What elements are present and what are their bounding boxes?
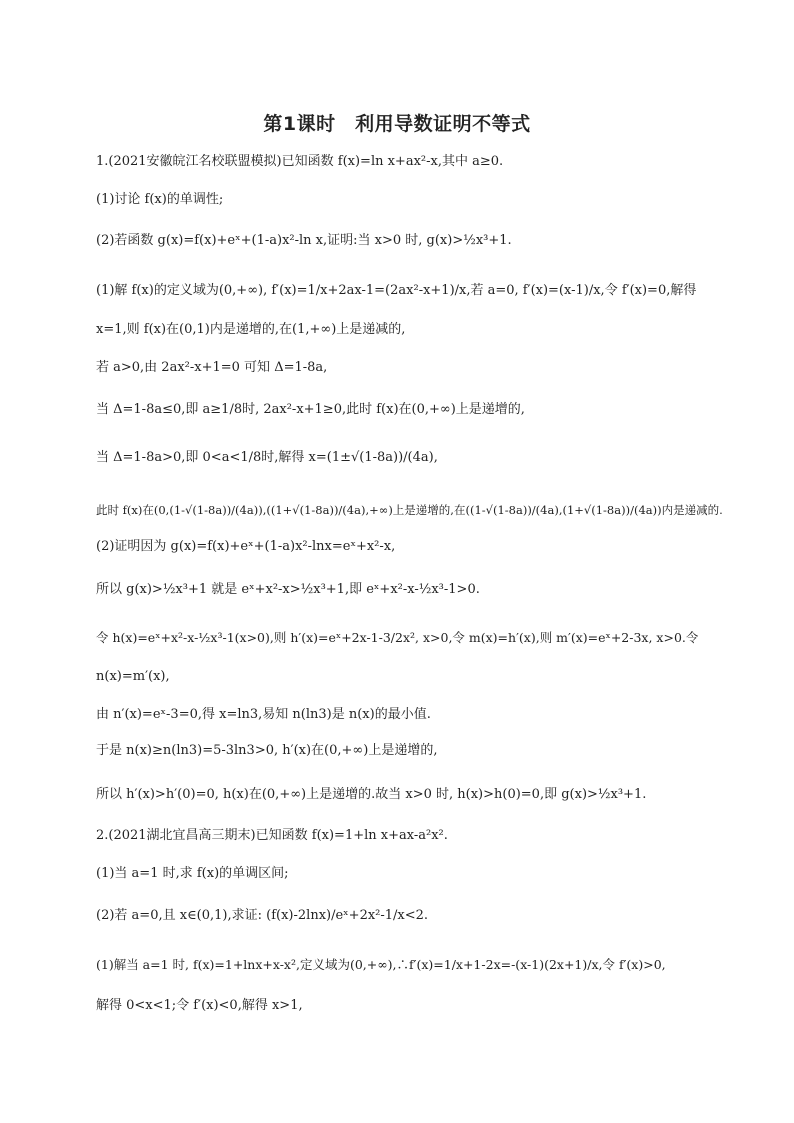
page-title: 第1课时 利用导数证明不等式 bbox=[263, 113, 531, 135]
proof-1-line-7: 所以 h′(x)>h′(0)=0, h(x)在(0,+∞)上是递增的.故当 x>0 时, h(x)>h(0)=0,即 g(x)>½x³+1. bbox=[96, 787, 647, 802]
solution-1-line-2: x=1,则 f(x)在(0,1)内是递增的,在(1,+∞)上是递减的, bbox=[96, 322, 406, 337]
problem-2-part-1: (1)当 a=1 时,求 f(x)的单调区间; bbox=[96, 866, 289, 881]
solution-2-line-2: 解得 0<x<1;令 f′(x)<0,解得 x>1, bbox=[96, 998, 303, 1013]
solution-1-line-6: 此时 f(x)在(0,(1-√(1-8a))/(4a)),((1+√(1-8a))/(4a),+∞)上是递增的,在((1-√(1-8a))/(4a),(1+√(1-8a))/(4a))内是递减的. bbox=[96, 503, 723, 517]
proof-1-line-2: 所以 g(x)>½x³+1 就是 eˣ+x²-x>½x³+1,即 eˣ+x²-x-½x³-1>0. bbox=[96, 582, 480, 597]
proof-1-line-3: 令 h(x)=eˣ+x²-x-½x³-1(x>0),则 h′(x)=eˣ+2x-1-3/2x², x>0,令 m(x)=h′(x),则 m′(x)=eˣ+2-3x, x>0.令 bbox=[96, 630, 699, 645]
problem-2-statement: 2.(2021湖北宜昌高三期末)已知函数 f(x)=1+ln x+ax-a²x². bbox=[96, 828, 448, 843]
proof-1-line-6: 于是 n(x)≥n(ln3)=5-3ln3>0, h′(x)在(0,+∞)上是递增的, bbox=[96, 743, 438, 758]
proof-1-line-4: n(x)=m′(x), bbox=[96, 669, 170, 684]
solution-1-line-4: 当 Δ=1-8a≤0,即 a≥1/8时, 2ax²-x+1≥0,此时 f(x)在(0,+∞)上是递增的, bbox=[96, 402, 525, 417]
solution-1-line-1: (1)解 f(x)的定义域为(0,+∞), f′(x)=1/x+2ax-1=(2ax²-x+1)/x,若 a=0, f′(x)=(x-1)/x,令 f′(x)=0,解得 bbox=[96, 283, 697, 298]
problem-1-part-2: (2)若函数 g(x)=f(x)+eˣ+(1-a)x²-ln x,证明:当 x>0 时, g(x)>½x³+1. bbox=[96, 233, 512, 248]
problem-1-part-1: (1)讨论 f(x)的单调性; bbox=[96, 192, 224, 207]
proof-1-line-1: (2)证明因为 g(x)=f(x)+eˣ+(1-a)x²-lnx=eˣ+x²-x, bbox=[96, 539, 396, 554]
solution-1-line-3: 若 a>0,由 2ax²-x+1=0 可知 Δ=1-8a, bbox=[96, 360, 328, 375]
solution-1-line-5: 当 Δ=1-8a>0,即 0<a<1/8时,解得 x=(1±√(1-8a))/(4a), bbox=[96, 450, 438, 465]
problem-1-statement: 1.(2021安徽皖江名校联盟模拟)已知函数 f(x)=ln x+ax²-x,其中 a≥0. bbox=[96, 154, 504, 169]
proof-1-line-5: 由 n′(x)=eˣ-3=0,得 x=ln3,易知 n(ln3)是 n(x)的最小值. bbox=[96, 707, 431, 722]
problem-2-part-2: (2)若 a=0,且 x∈(0,1),求证: (f(x)-2lnx)/eˣ+2x²-1/x<2. bbox=[96, 908, 429, 923]
solution-2-line-1: (1)解当 a=1 时, f(x)=1+lnx+x-x²,定义域为(0,+∞),∴f′(x)=1/x+1-2x=-(x-1)(2x+1)/x,令 f′(x)>0, bbox=[96, 957, 666, 972]
